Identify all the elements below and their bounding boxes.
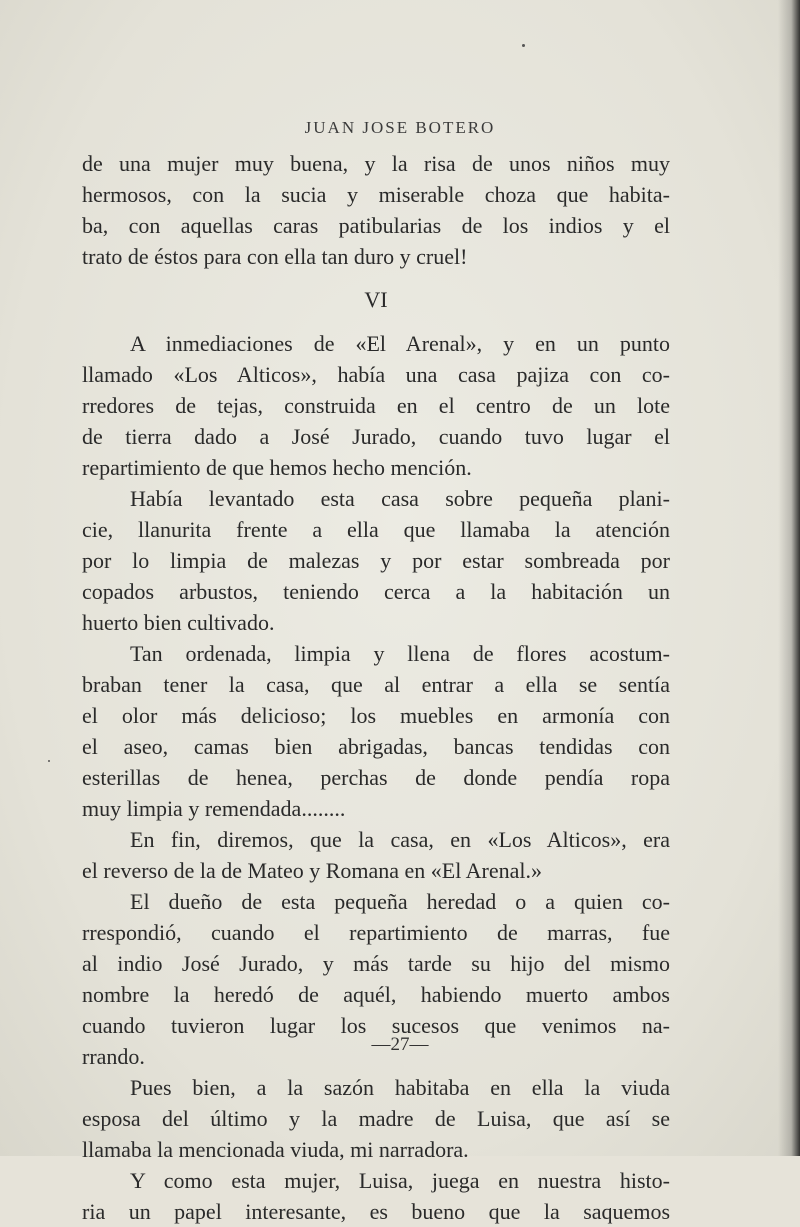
running-header: JUAN JOSE BOTERO [304,118,496,137]
text-line: ria un papel interesante, es bueno que la saquemos [82,1199,670,1224]
paragraph [82,824,670,886]
text-line: huerto bien cultivado. [82,610,275,635]
text-line: esposa del último y la madre de Luisa, que así se [82,1106,670,1131]
text-line: cuando tuvieron lugar los sucesos que venimos na- [82,1013,670,1038]
text-line: El dueño de esta pequeña heredad o a quien co- [130,889,670,914]
text-line: nombre la heredó de aquél, habiendo muerto ambos [82,982,670,1007]
text-line: Pues bien, a la sazón habitaba en ella la viuda [130,1075,670,1100]
paragraph [82,638,670,824]
text-line: trato de éstos para con ella tan duro y cruel! [82,244,468,269]
body-text [82,148,670,1227]
text-line: esterillas de henea, perchas de donde pendía ropa [82,765,670,790]
paragraph-continued [82,148,670,272]
paragraph [82,483,670,638]
text-line: En fin, diremos, que la casa, en «Los Alticos», era [130,827,670,852]
ink-speck [48,760,50,762]
text-line: ba, con aquellas caras patibularias de los indios y el [82,213,670,238]
text-line: rrando. [82,1044,145,1069]
page-number: —27— [371,1034,429,1055]
text-line: el olor más delicioso; los muebles en armonía con [82,703,670,728]
text-line: cie, llanurita frente a ella que llamaba la atención [82,517,670,542]
text-line: Y como esta mujer, Luisa, juega en nuestra histo- [130,1168,670,1193]
text-line: hermosos, con la sucia y miserable choza que habita- [82,182,670,207]
text-line: copados arbustos, teniendo cerca a la habitación un [82,579,670,604]
text-line: al indio José Jurado, y más tarde su hijo del mismo [82,951,670,976]
text-line: rredores de tejas, construida en el centro de un lote [82,393,670,418]
text-line: repartimiento de que hemos hecho mención. [82,455,472,480]
paragraph [82,1165,670,1227]
text-line: Había levantado esta casa sobre pequeña plani- [130,486,670,511]
text-line: llamado «Los Alticos», había una casa pajiza con co- [82,362,670,387]
text-line: el reverso de la de Mateo y Romana en «El Arenal.» [82,858,543,883]
ink-speck [522,44,525,47]
text-line: el aseo, camas bien abrigadas, bancas tendidas con [82,734,670,759]
text-line: de tierra dado a José Jurado, cuando tuvo lugar el [82,424,670,449]
text-line: braban tener la casa, que al entrar a ella se sentía [82,672,670,697]
paragraph [82,1072,670,1165]
section-heading: VI [364,287,388,312]
page-edge-shadow [778,0,800,1156]
text-line: A inmediaciones de «El Arenal», y en un punto [130,331,670,356]
text-line: llamaba la mencionada viuda, mi narradora. [82,1137,469,1162]
text-line: por lo limpia de malezas y por estar sombreada por [82,548,670,573]
paragraph [82,328,670,483]
text-line: de una mujer muy buena, y la risa de unos niños muy [82,151,670,176]
text-line: Tan ordenada, limpia y llena de flores acostum- [130,641,670,666]
text-line: rrespondió, cuando el repartimiento de marras, fue [82,920,670,945]
text-line: muy limpia y remendada........ [82,796,346,821]
